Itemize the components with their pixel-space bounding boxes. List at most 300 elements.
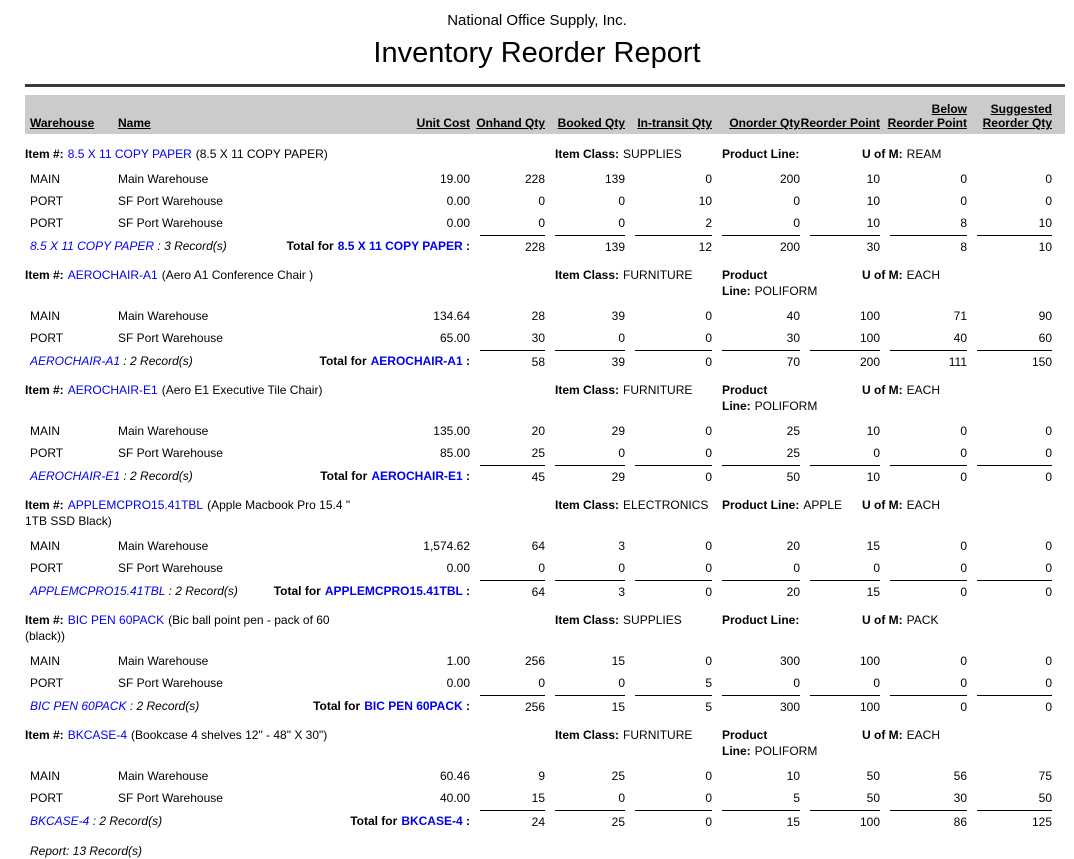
warehouse-name-cell: SF Port Warehouse [118,446,223,460]
total-prefix: Total for [313,699,361,713]
warehouse-row [25,305,1052,327]
product-line-label: Product Line: [722,383,768,413]
summary-record-count: 2 Record(s) [136,699,200,713]
warehouse-row-list [25,168,1052,234]
product-line-value: APPLE [803,498,843,512]
summary-item-code-link[interactable]: 8.5 X 11 COPY PAPER [30,239,155,253]
warehouse-code-cell: PORT [30,331,64,345]
suggested-reorder-qty-cell: 0 [1045,424,1052,438]
item-class-value: SUPPLIES [623,147,682,161]
warehouse-name-cell: SF Port Warehouse [118,791,223,805]
unit-cost-cell: 65.00 [439,331,470,345]
item-group [25,612,1052,715]
summary-item-code-link[interactable]: APPLEMCPRO15.41TBL [30,584,166,598]
summary-record-count: 2 Record(s) [99,814,163,828]
warehouse-row-list [25,650,1052,694]
total-below-reorder-point: 0 [890,465,967,485]
col-header-onhand-qty: Onhand Qty [476,116,545,130]
product-line-block [722,146,862,162]
total-for-label [320,465,470,485]
item-id-block [25,727,555,759]
item-class-block [555,497,722,529]
item-class-label: Item Class: [555,498,620,512]
total-for-label [320,350,470,370]
total-prefix: Total for [273,584,321,598]
onhand-qty-cell: 64 [531,539,545,553]
warehouse-row [25,650,1052,672]
item-class-block [555,727,722,759]
item-class-label: Item Class: [555,268,620,282]
onhand-qty-cell: 0 [538,216,545,230]
summary-separator: : [120,354,131,368]
booked-qty-cell: 0 [618,216,625,230]
item-code-link[interactable]: BIC PEN 60PACK [67,613,165,627]
total-in-transit-qty: 5 [635,695,712,715]
column-header-bar [25,95,1065,134]
booked-qty-cell: 0 [618,331,625,345]
below-reorder-point-cell: 0 [960,561,967,575]
onorder-qty-cell: 0 [793,194,800,208]
onhand-qty-cell: 9 [538,769,545,783]
product-line-block [722,612,862,644]
onorder-qty-cell: 0 [793,676,800,690]
booked-qty-cell: 3 [618,539,625,553]
warehouse-name-cell: Main Warehouse [118,654,209,668]
suggested-reorder-qty-cell: 0 [1045,172,1052,186]
onhand-qty-cell: 20 [531,424,545,438]
onhand-qty-cell: 0 [538,561,545,575]
group-total-row [25,350,1052,370]
uom-block [862,497,1052,529]
summary-item-code-link[interactable]: BIC PEN 60PACK [30,699,127,713]
below-reorder-point-cell: 0 [960,539,967,553]
item-group [25,382,1052,485]
onhand-qty-cell: 15 [531,791,545,805]
total-item-code-link[interactable]: AEROCHAIR-A1 [370,354,463,368]
total-item-code-link[interactable]: BIC PEN 60PACK [364,699,463,713]
reorder-point-cell: 15 [866,539,880,553]
group-total-row [25,695,1052,715]
total-below-reorder-point: 0 [890,695,967,715]
reorder-point-cell: 10 [866,216,880,230]
warehouse-name-cell: SF Port Warehouse [118,194,223,208]
below-reorder-point-cell: 8 [960,216,967,230]
uom-label: U of M: [862,268,903,282]
booked-qty-cell: 139 [604,172,625,186]
warehouse-code-cell: MAIN [30,172,60,186]
product-line-block [722,267,862,299]
item-description: (Aero A1 Conference Chair ) [161,268,314,282]
total-below-reorder-point: 0 [890,580,967,600]
in-transit-qty-cell: 0 [705,769,712,783]
item-number-label: Item #: [25,728,64,742]
uom-block [862,727,1052,759]
warehouse-name-cell: SF Port Warehouse [118,676,223,690]
below-reorder-point-cell: 56 [953,769,967,783]
uom-value: EACH [906,498,940,512]
total-for-label [287,235,470,255]
group-total-row [25,465,1052,485]
warehouse-row-list [25,305,1052,349]
warehouse-name-cell: Main Warehouse [118,172,209,186]
total-for-label [350,810,470,830]
below-reorder-point-cell: 71 [953,309,967,323]
in-transit-qty-cell: 0 [705,539,712,553]
summary-item-code-link[interactable]: AEROCHAIR-A1 [30,354,121,368]
in-transit-qty-cell: 0 [705,791,712,805]
item-id-block [25,382,555,414]
total-in-transit-qty: 0 [635,350,712,370]
item-number-label: Item #: [25,613,64,627]
total-booked-qty: 29 [555,465,625,485]
warehouse-code-cell: PORT [30,791,64,805]
uom-label: U of M: [862,613,903,627]
warehouse-name-cell: Main Warehouse [118,309,209,323]
group-total-row [25,580,1052,600]
total-reorder-point: 100 [810,810,880,830]
reorder-point-cell: 0 [873,446,880,460]
below-reorder-point-cell: 40 [953,331,967,345]
product-line-value: POLIFORM [754,284,818,298]
summary-separator: : [120,469,131,483]
warehouse-code-cell: PORT [30,194,64,208]
total-item-code-link[interactable]: AEROCHAIR-E1 [371,469,463,483]
total-prefix: Total for [319,354,367,368]
onhand-qty-cell: 256 [524,654,545,668]
in-transit-qty-cell: 0 [705,561,712,575]
in-transit-qty-cell: 0 [705,424,712,438]
warehouse-code-cell: PORT [30,561,64,575]
item-description: (Aero E1 Executive Tile Chair) [161,383,323,397]
summary-item-code-link[interactable]: BKCASE-4 [30,814,90,828]
uom-value: EACH [906,383,940,397]
total-suffix: : [462,469,470,483]
total-item-code-link[interactable]: APPLEMCPRO15.41TBL [324,584,463,598]
booked-qty-cell: 0 [618,791,625,805]
total-below-reorder-point: 86 [890,810,967,830]
warehouse-name-cell: SF Port Warehouse [118,216,223,230]
product-line-label: Product Line: [722,147,800,161]
product-line-label: Product Line: [722,498,800,512]
product-line-label: Product Line: [722,613,800,627]
total-onhand-qty: 24 [480,810,545,830]
onorder-qty-cell: 25 [786,424,800,438]
report-footer: Report: 13 Record(s) [30,844,143,858]
total-item-code-link[interactable]: BKCASE-4 [401,814,463,828]
unit-cost-cell: 0.00 [446,561,470,575]
warehouse-name-cell: Main Warehouse [118,424,209,438]
warehouse-row [25,557,1052,579]
onhand-qty-cell: 0 [538,676,545,690]
col-header-below-reorder-point: Below Reorder Point [887,102,967,130]
total-suggested-reorder-qty: 0 [977,465,1052,485]
uom-label: U of M: [862,147,903,161]
total-in-transit-qty: 0 [635,810,712,830]
reorder-point-cell: 0 [873,676,880,690]
item-class-label: Item Class: [555,613,620,627]
warehouse-name-cell: SF Port Warehouse [118,561,223,575]
item-class-block [555,612,722,644]
unit-cost-cell: 0.00 [446,194,470,208]
reorder-point-cell: 100 [859,309,880,323]
warehouse-row [25,420,1052,442]
suggested-reorder-qty-cell: 0 [1045,539,1052,553]
below-reorder-point-cell: 0 [960,424,967,438]
below-reorder-point-cell: 30 [953,791,967,805]
item-group-header [25,727,1052,759]
total-suffix: : [462,354,470,368]
uom-label: U of M: [862,383,903,397]
booked-qty-cell: 0 [618,446,625,460]
onorder-qty-cell: 10 [786,769,800,783]
total-suffix: : [462,814,470,828]
product-line-label: Product Line: [722,268,768,298]
col-header-onorder-qty: Onorder Qty [729,116,800,130]
booked-qty-cell: 29 [611,424,625,438]
in-transit-qty-cell: 5 [705,676,712,690]
company-name: National Office Supply, Inc. [447,12,627,29]
total-onorder-qty: 50 [722,465,800,485]
item-class-value: FURNITURE [623,268,693,282]
item-number-label: Item #: [25,498,64,512]
uom-block [862,146,1052,162]
warehouse-code-cell: PORT [30,216,64,230]
onhand-qty-cell: 25 [531,446,545,460]
total-booked-qty: 39 [555,350,625,370]
item-description: (8.5 X 11 COPY PAPER) [195,147,328,161]
total-onorder-qty: 300 [722,695,800,715]
warehouse-code-cell: PORT [30,676,64,690]
onorder-qty-cell: 0 [793,216,800,230]
booked-qty-cell: 0 [618,676,625,690]
col-header-reorder-point: Reorder Point [800,116,880,130]
unit-cost-cell: 19.00 [439,172,470,186]
total-below-reorder-point: 8 [890,235,967,255]
item-group [25,727,1052,830]
onorder-qty-cell: 300 [779,654,800,668]
total-booked-qty: 15 [555,695,625,715]
item-number-label: Item #: [25,147,64,161]
page-title: Inventory Reorder Report [373,37,701,69]
total-onhand-qty: 64 [480,580,545,600]
item-id-block [25,267,555,299]
group-total-row [25,810,1052,830]
unit-cost-cell: 0.00 [446,216,470,230]
item-group-header [25,497,1052,529]
in-transit-qty-cell: 0 [705,331,712,345]
booked-qty-cell: 39 [611,309,625,323]
total-for-label [274,580,470,600]
warehouse-code-cell: MAIN [30,309,60,323]
col-header-unit-cost: Unit Cost [416,116,470,130]
onhand-qty-cell: 30 [531,331,545,345]
reorder-point-cell: 10 [866,194,880,208]
reorder-point-cell: 50 [866,769,880,783]
product-line-value: POLIFORM [754,744,818,758]
below-reorder-point-cell: 0 [960,676,967,690]
reorder-point-cell: 50 [866,791,880,805]
group-list [25,146,1052,830]
total-suffix: : [462,699,470,713]
group-record-summary [25,235,287,255]
suggested-reorder-qty-cell: 50 [1038,791,1052,805]
total-item-code-link[interactable]: 8.5 X 11 COPY PAPER [337,239,463,253]
onorder-qty-cell: 25 [786,446,800,460]
warehouse-code-cell: PORT [30,446,64,460]
summary-item-code-link[interactable]: AEROCHAIR-E1 [30,469,121,483]
title-block [0,0,1074,70]
in-transit-qty-cell: 0 [705,172,712,186]
total-reorder-point: 15 [810,580,880,600]
warehouse-row-list [25,420,1052,464]
unit-cost-cell: 40.00 [439,791,470,805]
below-reorder-point-cell: 0 [960,172,967,186]
warehouse-row [25,212,1052,234]
unit-cost-cell: 135.00 [433,424,470,438]
group-record-summary [25,580,274,600]
item-class-label: Item Class: [555,728,620,742]
warehouse-row [25,787,1052,809]
warehouse-name-cell: SF Port Warehouse [118,331,223,345]
total-suggested-reorder-qty: 0 [977,580,1052,600]
onhand-qty-cell: 0 [538,194,545,208]
warehouse-code-cell: MAIN [30,654,60,668]
suggested-reorder-qty-cell: 75 [1038,769,1052,783]
item-number-label: Item #: [25,268,64,282]
total-onorder-qty: 200 [722,235,800,255]
unit-cost-cell: 1,574.62 [423,539,470,553]
col-header-booked-qty: Booked Qty [557,116,625,130]
item-class-value: FURNITURE [623,728,693,742]
item-class-block [555,382,722,414]
item-id-block [25,497,555,529]
item-code-link[interactable]: APPLEMCPRO15.41TBL [67,498,204,512]
item-class-block [555,146,722,162]
warehouse-row [25,672,1052,694]
suggested-reorder-qty-cell: 10 [1038,216,1052,230]
report-body [25,146,1052,830]
product-line-block [722,497,862,529]
uom-block [862,612,1052,644]
unit-cost-cell: 0.00 [446,676,470,690]
item-class-value: SUPPLIES [623,613,682,627]
item-code-link[interactable]: AEROCHAIR-E1 [67,383,158,397]
group-record-summary [25,810,350,830]
col-header-warehouse: Warehouse [30,116,95,130]
total-in-transit-qty: 12 [635,235,712,255]
onorder-qty-cell: 0 [793,561,800,575]
item-code-link[interactable]: 8.5 X 11 COPY PAPER [67,147,192,161]
uom-label: U of M: [862,498,903,512]
warehouse-code-cell: MAIN [30,539,60,553]
uom-value: REAM [906,147,942,161]
total-suggested-reorder-qty: 10 [977,235,1052,255]
reorder-point-cell: 10 [866,424,880,438]
total-in-transit-qty: 0 [635,465,712,485]
warehouse-row [25,168,1052,190]
total-reorder-point: 100 [810,695,880,715]
warehouse-code-cell: MAIN [30,424,60,438]
item-code-link[interactable]: AEROCHAIR-A1 [67,268,158,282]
onorder-qty-cell: 20 [786,539,800,553]
item-group-header [25,612,1052,644]
summary-separator: : [89,814,100,828]
item-description-line2: 1TB SSD Black) [25,514,112,528]
onhand-qty-cell: 28 [531,309,545,323]
unit-cost-cell: 85.00 [439,446,470,460]
total-onhand-qty: 256 [480,695,545,715]
onhand-qty-cell: 228 [524,172,545,186]
product-line-value: POLIFORM [754,399,818,413]
reorder-point-cell: 100 [859,331,880,345]
product-line-label: Product Line: [722,728,768,758]
unit-cost-cell: 1.00 [446,654,470,668]
suggested-reorder-qty-cell: 0 [1045,194,1052,208]
below-reorder-point-cell: 0 [960,654,967,668]
total-reorder-point: 10 [810,465,880,485]
unit-cost-cell: 134.64 [433,309,470,323]
summary-record-count: 3 Record(s) [164,239,227,253]
suggested-reorder-qty-cell: 90 [1038,309,1052,323]
item-group [25,267,1052,370]
in-transit-qty-cell: 0 [705,309,712,323]
uom-value: PACK [906,613,939,627]
total-suffix: : [462,584,470,598]
group-total-row [25,235,1052,255]
product-line-block [722,727,862,759]
total-onorder-qty: 20 [722,580,800,600]
reorder-point-cell: 10 [866,172,880,186]
item-group-header [25,267,1052,299]
item-description: (Bookcase 4 shelves 12" - 48" X 30") [131,728,328,742]
booked-qty-cell: 15 [611,654,625,668]
summary-record-count: 2 Record(s) [130,469,193,483]
warehouse-row [25,765,1052,787]
item-group-header [25,382,1052,414]
booked-qty-cell: 25 [611,769,625,783]
item-class-label: Item Class: [555,383,620,397]
in-transit-qty-cell: 2 [705,216,712,230]
uom-value: EACH [906,728,940,742]
uom-block [862,382,1052,414]
onorder-qty-cell: 40 [786,309,800,323]
onorder-qty-cell: 5 [793,791,800,805]
total-booked-qty: 139 [555,235,625,255]
item-id-block [25,146,555,162]
suggested-reorder-qty-cell: 0 [1045,446,1052,460]
total-onhand-qty: 228 [480,235,545,255]
warehouse-row-list [25,535,1052,579]
reorder-point-cell: 0 [873,561,880,575]
total-onorder-qty: 70 [722,350,800,370]
group-record-summary [25,350,320,370]
warehouse-row [25,535,1052,557]
summary-separator: : [126,699,137,713]
total-in-transit-qty: 0 [635,580,712,600]
total-suffix: : [462,239,470,253]
total-below-reorder-point: 111 [890,350,967,370]
suggested-reorder-qty-cell: 0 [1045,676,1052,690]
item-code-link[interactable]: BKCASE-4 [67,728,128,742]
total-onorder-qty: 15 [722,810,800,830]
suggested-reorder-qty-cell: 0 [1045,654,1052,668]
onorder-qty-cell: 30 [786,331,800,345]
item-group-header [25,146,1052,162]
uom-value: EACH [906,268,940,282]
warehouse-code-cell: MAIN [30,769,60,783]
total-suggested-reorder-qty: 0 [977,695,1052,715]
item-description: (Apple Macbook Pro 15.4 " [207,498,351,512]
